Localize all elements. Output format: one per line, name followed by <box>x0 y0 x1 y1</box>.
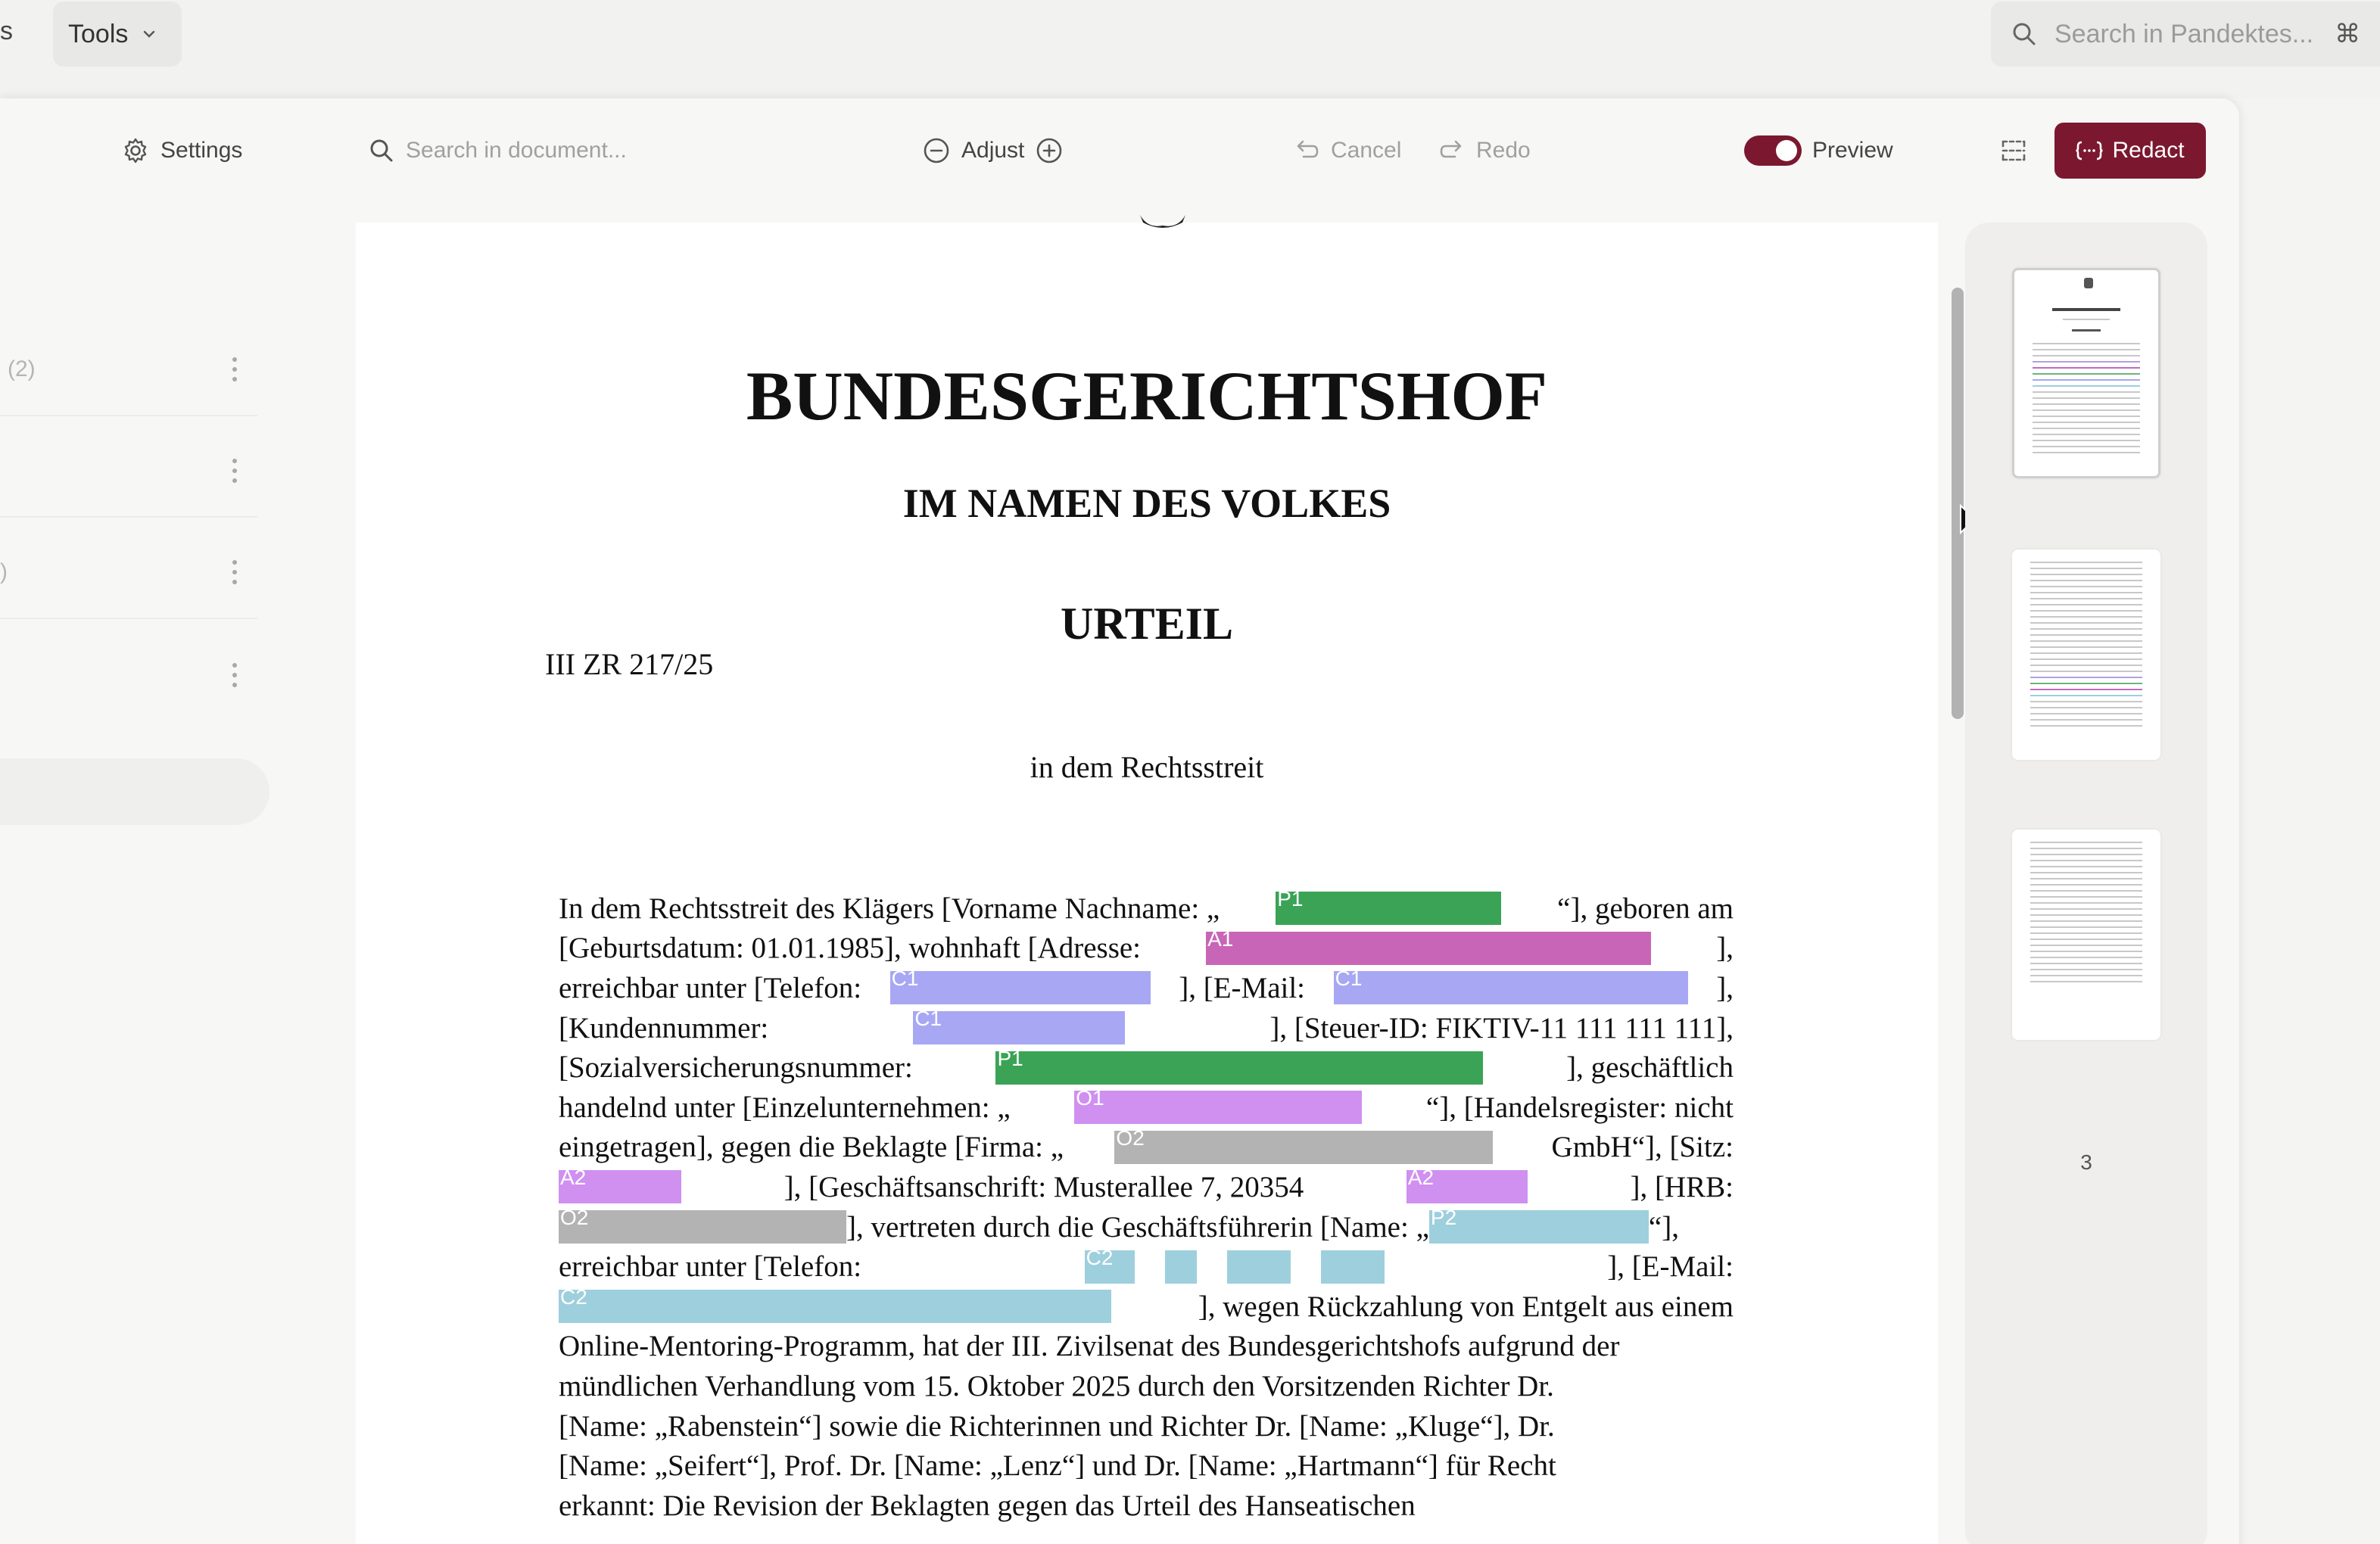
redact-button[interactable] <box>2054 123 2206 179</box>
adjust-label: Adjust <box>961 138 1025 163</box>
redaction-box-contact[interactable] <box>890 967 1151 1004</box>
court-name: BUNDESGERICHTSHOF <box>746 357 1548 434</box>
redaction-label: P1 <box>997 1046 1023 1070</box>
text-run: ], [HRB: <box>1630 1170 1734 1203</box>
redaction-window <box>0 98 2239 1544</box>
intro-text: in dem Rechtsstreit <box>1030 750 1264 784</box>
redaction-box-organization[interactable] <box>559 1206 846 1244</box>
text-run: “], geboren am <box>1557 892 1734 925</box>
document-subtitle: IM NAMEN DES VOLKES <box>902 481 1391 526</box>
text-line <box>559 1008 1734 1048</box>
crest-mini <box>2084 278 2093 288</box>
preview-label: Preview <box>1812 138 1893 163</box>
redaction-label: C2 <box>560 1285 587 1309</box>
text-run: In dem Rechtsstreit des Klägers [Vorname Nachname: „ <box>559 892 1220 925</box>
redaction-label: O2 <box>560 1206 589 1230</box>
eagle-crest-icon <box>1132 215 1193 230</box>
text-line <box>559 1366 1734 1406</box>
entity-group-row[interactable] <box>0 347 257 392</box>
entity-group-row[interactable] <box>0 549 257 595</box>
redaction-group-phone <box>1085 1245 1385 1284</box>
text-line <box>559 1125 1734 1168</box>
redact-icon <box>2076 139 2103 162</box>
text-run: eingetragen], gegen die Beklagte [Firma: „ <box>559 1131 1064 1164</box>
text-line <box>559 1207 1734 1247</box>
text-run: [Name: „Seifert“], Prof. Dr. [Name: „Lenz“] und Dr. [Name: „Hartmann“] für Recht <box>559 1449 1556 1483</box>
divider <box>0 415 257 416</box>
text-run: ], [E-Mail: <box>1607 1250 1734 1284</box>
redaction-label: A2 <box>560 1166 587 1190</box>
redaction-box-address[interactable] <box>559 1166 681 1203</box>
document-type: URTEIL <box>1061 599 1233 649</box>
entity-sidebar <box>0 219 273 901</box>
undo-icon <box>1293 137 1320 164</box>
redaction-label: C1 <box>891 967 919 991</box>
cancel-button[interactable] <box>1293 133 1401 168</box>
adjust-control <box>922 133 1064 168</box>
document-search-input[interactable] <box>368 133 627 168</box>
redaction-label: O1 <box>1076 1086 1104 1110</box>
zoom-in-icon[interactable] <box>1035 136 1064 165</box>
gear-icon <box>121 136 150 165</box>
text-line <box>559 1327 1734 1367</box>
text-run: ], wegen Rückzahlung von Entgelt aus einem <box>1198 1290 1734 1323</box>
settings-label: Settings <box>160 138 243 163</box>
text-line <box>559 1088 1734 1128</box>
layout-button[interactable] <box>1998 133 2029 168</box>
search-shortcut-hint: ⌘ <box>2335 20 2361 48</box>
thumbnail-page-number: 3 <box>2080 1150 2092 1174</box>
redact-label: Redact <box>2112 138 2185 163</box>
redaction-label: C1 <box>1335 967 1363 991</box>
redaction-label: C2 <box>1086 1245 1114 1269</box>
divider <box>0 618 257 619</box>
entity-count: (2) <box>8 356 36 381</box>
text-run: [Name: „Rabenstein“] sowie die Richterinnen und Richter Dr. [Name: „Kluge“], Dr. <box>559 1409 1555 1443</box>
cancel-label: Cancel <box>1331 138 1402 163</box>
redaction-label: P1 <box>1277 887 1304 911</box>
global-search-placeholder: Search in Pandektes... <box>2054 19 2314 48</box>
split-view-icon <box>1998 135 2029 166</box>
text-line <box>559 1287 1734 1327</box>
page-thumbnails-panel <box>1965 223 2207 1544</box>
text-run: handelnd unter [Einzelunternehmen: „ <box>559 1091 1011 1124</box>
selected-sidebar-item[interactable] <box>0 758 269 825</box>
text-run: Online-Mentoring-Programm, hat der III. Zivilsenat des Bundesgerichtshofs aufgrund der <box>559 1330 1620 1363</box>
case-number: III ZR 217/25 <box>545 647 714 681</box>
document-search-placeholder: Search in document... <box>406 138 627 163</box>
text-line <box>559 926 1734 969</box>
redaction-box-person[interactable] <box>1429 1206 1649 1244</box>
redaction-box-contact[interactable] <box>1227 1250 1291 1284</box>
entity-count: ) <box>0 559 8 584</box>
more-options-icon[interactable] <box>227 456 242 486</box>
text-line <box>559 1167 1734 1207</box>
redaction-box-person[interactable] <box>1276 887 1501 925</box>
redaction-box-address[interactable] <box>1206 926 1651 965</box>
redaction-box-contact[interactable] <box>1321 1250 1385 1284</box>
redaction-box-contact[interactable] <box>559 1285 1111 1323</box>
redaction-box-contact[interactable] <box>1334 967 1688 1004</box>
redaction-box-organization[interactable] <box>1114 1125 1493 1164</box>
preview-toggle[interactable] <box>1744 133 1893 168</box>
document-page <box>356 223 1938 1544</box>
text-run: ], vertreten durch die Geschäftsführerin [Name: „ <box>846 1210 1429 1244</box>
redaction-box-contact[interactable] <box>913 1007 1125 1044</box>
tools-label: Tools <box>68 19 129 48</box>
nav-item-partial[interactable]: s <box>0 17 13 45</box>
document-paragraph <box>559 889 1734 1526</box>
top-bar <box>0 0 2380 98</box>
settings-button[interactable] <box>121 133 242 168</box>
text-line <box>559 968 1734 1008</box>
editor-toolbar <box>0 98 2239 204</box>
text-run: [Geburtsdatum: 01.01.1985], wohnhaft [Adresse: <box>559 932 1142 965</box>
more-options-icon[interactable] <box>227 557 242 587</box>
page-thumbnail[interactable] <box>2012 830 2160 1040</box>
preview-toggle-switch[interactable] <box>1744 135 1802 166</box>
text-run: ], [Geschäftsanschrift: Musterallee 7, 20354 <box>783 1170 1304 1203</box>
redaction-label: P2 <box>1430 1206 1457 1230</box>
divider <box>0 516 257 518</box>
redaction-label: A2 <box>1407 1166 1435 1190</box>
text-line <box>559 1047 1734 1088</box>
redo-button[interactable] <box>1438 133 1531 168</box>
page-thumbnail[interactable] <box>2012 268 2160 478</box>
text-run: [Kundennummer: <box>559 1011 769 1044</box>
search-icon <box>368 137 395 164</box>
text-line <box>559 1486 1734 1526</box>
more-options-icon[interactable] <box>227 354 242 384</box>
more-options-icon[interactable] <box>227 660 242 690</box>
text-run: ], <box>1716 971 1734 1004</box>
global-search-input[interactable] <box>1991 2 2380 67</box>
text-run: GmbH“], [Sitz: <box>1544 1131 1734 1164</box>
redaction-label: A1 <box>1207 926 1234 951</box>
text-run: ], [E-Mail: <box>1179 971 1306 1004</box>
text-line <box>559 1247 1734 1287</box>
redaction-box-organization[interactable] <box>1074 1086 1362 1124</box>
redo-label: Redo <box>1476 138 1531 163</box>
text-line <box>559 889 1734 929</box>
text-run: “], [Handelsregister: nicht <box>1425 1091 1734 1124</box>
redo-icon <box>1438 137 1466 164</box>
text-run: mündlichen Verhandlung vom 15. Oktober 2025 durch den Vorsitzenden Richter Dr. <box>559 1369 1554 1402</box>
text-line <box>559 1406 1734 1446</box>
entity-group-row[interactable] <box>0 652 257 698</box>
text-run: erkannt: Die Revision der Beklagten gegen das Urteil des Hanseatischen <box>559 1489 1416 1522</box>
text-line <box>559 1446 1734 1486</box>
chevron-down-icon <box>142 26 157 42</box>
text-run: “], <box>1648 1210 1679 1244</box>
redaction-box-contact[interactable] <box>1085 1245 1135 1284</box>
tools-menu-button[interactable] <box>53 2 182 67</box>
search-icon <box>2011 20 2038 48</box>
redaction-box-contact[interactable] <box>1165 1250 1197 1284</box>
page-thumbnail[interactable] <box>2012 549 2160 760</box>
document-scrollbar[interactable] <box>1952 288 1964 719</box>
redaction-box-address[interactable] <box>1407 1166 1528 1203</box>
text-run: [Sozialversicherungsnummer: <box>559 1051 913 1085</box>
text-run: ], <box>1716 932 1734 965</box>
zoom-out-icon[interactable] <box>922 136 951 165</box>
redaction-box-person[interactable] <box>995 1046 1483 1085</box>
redaction-label: C1 <box>914 1007 942 1031</box>
text-run: erreichbar unter [Telefon: <box>559 971 862 1004</box>
text-run: ], geschäftlich <box>1566 1051 1734 1085</box>
redaction-label: O2 <box>1116 1125 1145 1150</box>
text-run: ], [Steuer-ID: FIKTIV-11 111 111 111], <box>1269 1011 1734 1044</box>
entity-group-row[interactable] <box>0 448 257 493</box>
text-run: erreichbar unter [Telefon: <box>559 1250 862 1284</box>
